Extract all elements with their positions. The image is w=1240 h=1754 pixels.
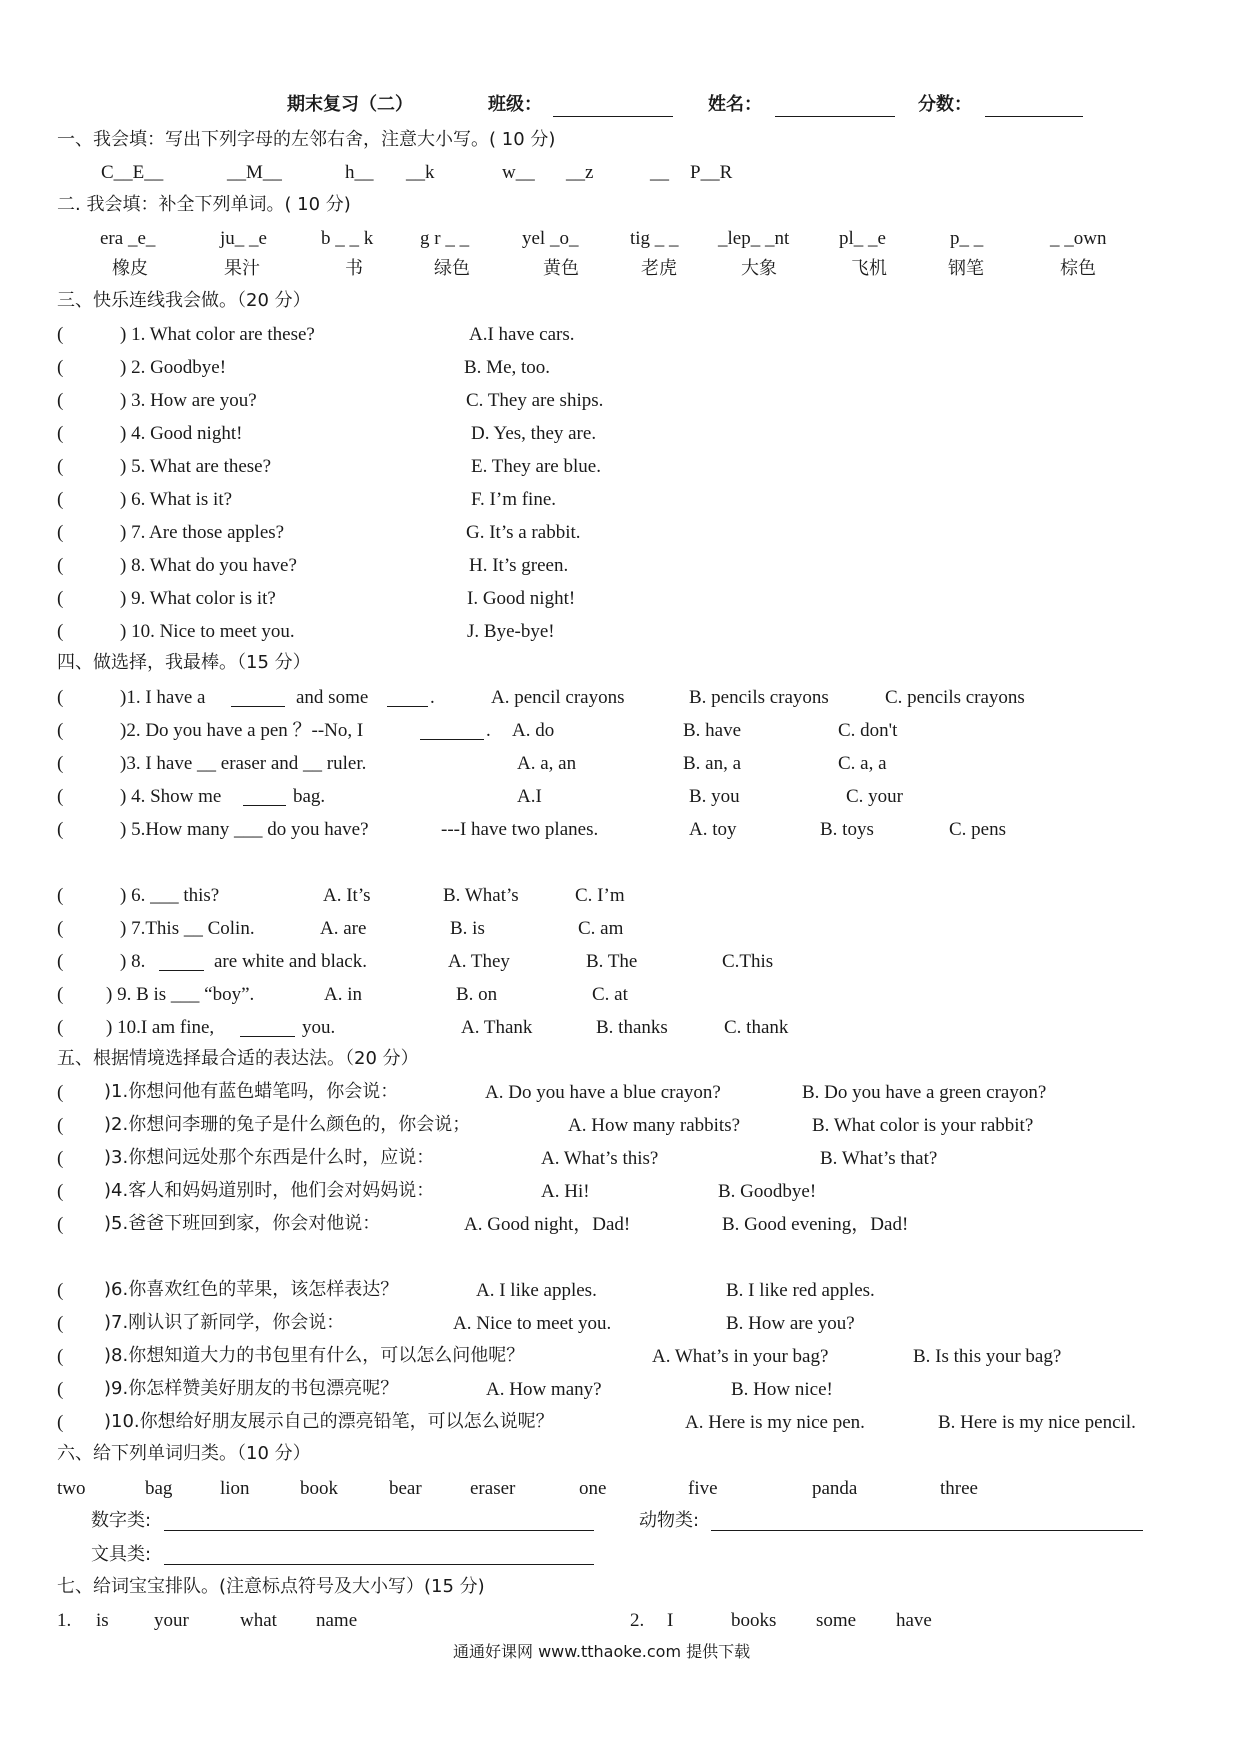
scenario-question: )2.你想问李珊的兔子是什么颜色的，你会说； (104, 1114, 471, 1135)
scrambled-word: I (667, 1610, 674, 1631)
question-number: 2. (630, 1610, 645, 1631)
option-a: A. How many? (486, 1379, 602, 1400)
word-blank[interactable]: yel _o_ (522, 228, 579, 249)
answer-paren[interactable]: ( (57, 423, 64, 444)
option-b: B. I like red apples. (726, 1280, 875, 1301)
fill-blank[interactable] (243, 805, 286, 806)
option-a: A. How many rabbits? (568, 1115, 741, 1136)
section-6-heading: 六、给下列单词归类。（10 分） (57, 1443, 311, 1464)
answer-paren[interactable]: ( (57, 456, 64, 477)
word-item: bear (389, 1478, 422, 1499)
question-text: )2. Do you have a pen ？--No, I (120, 720, 364, 741)
match-answer: E. They are blue. (471, 456, 601, 477)
word-meaning: 果汁 (224, 258, 260, 279)
option-a: A. Here is my nice pen. (685, 1412, 865, 1433)
scenario-question: )10.你想给好朋友展示自己的漂亮铅笔，可以怎么说呢？ (104, 1411, 554, 1432)
word-meaning: 钢笔 (948, 258, 984, 279)
answer-paren[interactable]: ( (57, 1379, 64, 1400)
answer-paren[interactable]: ( (57, 984, 64, 1005)
word-meaning: 绿色 (434, 258, 470, 279)
option-b: B. Do you have a green crayon? (802, 1082, 1047, 1103)
scrambled-word: books (731, 1610, 777, 1631)
answer-paren[interactable]: ( (57, 621, 64, 642)
word-meaning: 橡皮 (112, 258, 148, 279)
stationery-answer-line[interactable] (164, 1564, 594, 1565)
option-a: A. I like apples. (476, 1280, 597, 1301)
match-question: ) 4. Good night! (120, 423, 243, 444)
answer-paren[interactable]: ( (57, 918, 64, 939)
scenario-question: )7.刚认识了新同学，你会说： (104, 1312, 345, 1333)
match-question: ) 2. Goodbye! (120, 357, 227, 378)
scrambled-word: have (896, 1610, 932, 1631)
option-a: A. do (512, 720, 555, 741)
word-blank[interactable]: _ _own (1050, 228, 1107, 249)
match-question: ) 9. What color is it? (120, 588, 276, 609)
option-a: A. in (324, 984, 362, 1005)
match-question: ) 7. Are those apples? (120, 522, 285, 543)
option-a: A. They (448, 951, 510, 972)
option-b: B. you (689, 786, 740, 807)
match-answer: A.I have cars. (469, 324, 575, 345)
word-blank[interactable]: b _ _ k (321, 228, 374, 249)
answer-paren[interactable]: ( (57, 786, 64, 807)
option-c: C. I’m (575, 885, 625, 906)
fill-blank[interactable] (387, 706, 428, 707)
scrambled-word: what (240, 1610, 277, 1631)
scenario-question: )3.你想问远处那个东西是什么时，应说： (104, 1147, 435, 1168)
fill-blank[interactable] (240, 1036, 295, 1037)
match-answer: B. Me, too. (464, 357, 551, 378)
class-label: 班级： (488, 94, 542, 115)
word-item: book (300, 1478, 338, 1499)
answer-paren[interactable]: ( (57, 720, 64, 741)
question-text: . (486, 720, 491, 741)
scenario-question: )9.你怎样赞美好朋友的书包漂亮呢？ (104, 1378, 399, 1399)
scenario-question: )1.你想问他有蓝色蜡笔吗，你会说： (104, 1081, 399, 1102)
word-item: lion (220, 1478, 250, 1499)
scrambled-word: your (154, 1610, 189, 1631)
match-question: ) 6. What is it? (120, 489, 233, 510)
match-question: ) 8. What do you have? (120, 555, 297, 576)
word-blank[interactable]: ju_ _e (220, 228, 267, 249)
option-b: B. The (586, 951, 638, 972)
option-a: A.I (517, 786, 542, 807)
option-b: B. pencils crayons (689, 687, 829, 708)
word-meaning: 大象 (741, 258, 777, 279)
word-meaning: 书 (345, 258, 363, 279)
option-a: A. Hi! (541, 1181, 590, 1202)
class-field[interactable] (553, 116, 673, 117)
match-answer: F. I’m fine. (471, 489, 557, 510)
match-answer: C. They are ships. (466, 390, 604, 411)
question-text: ) 8. (120, 951, 146, 972)
option-b: B. How are you? (726, 1313, 855, 1334)
word-item: panda (812, 1478, 858, 1499)
match-question: ) 10. Nice to meet you. (120, 621, 295, 642)
option-b: B. an, a (683, 753, 742, 774)
answer-paren[interactable]: ( (57, 1017, 64, 1038)
answer-paren[interactable]: ( (57, 885, 64, 906)
word-meaning: 黄色 (543, 258, 579, 279)
answer-paren[interactable]: ( (57, 588, 64, 609)
answer-paren[interactable]: ( (57, 753, 64, 774)
question-text: bag. (293, 786, 326, 807)
option-a: A. What’s this? (541, 1148, 659, 1169)
letter-blank[interactable]: w__ (502, 162, 535, 183)
word-item: five (688, 1478, 718, 1499)
animals-answer-line[interactable] (711, 1530, 1143, 1531)
scenario-question: )5.爸爸下班回到家，你会对他说： (104, 1213, 381, 1234)
answer-paren[interactable]: ( (57, 1148, 64, 1169)
word-meaning: 飞机 (851, 258, 887, 279)
option-b: B. How nice! (731, 1379, 833, 1400)
option-c: C. thank (724, 1017, 789, 1038)
option-c: C.This (722, 951, 774, 972)
section-4-heading: 四、做选择，我最棒。（15 分） (57, 652, 311, 673)
word-blank[interactable]: g r _ _ (420, 228, 470, 249)
option-b: B. thanks (596, 1017, 668, 1038)
scrambled-word: name (316, 1610, 358, 1631)
option-b: B. have (683, 720, 742, 741)
option-b: B. Goodbye! (718, 1181, 817, 1202)
word-blank[interactable]: era _e_ (100, 228, 156, 249)
section-5-heading: 五、根据情境选择最合适的表达法。（20 分） (57, 1048, 419, 1069)
section-1-heading: 一、我会填：写出下列字母的左邻右舍，注意大小写。( 10 分) (57, 129, 556, 150)
option-b: B. on (456, 984, 498, 1005)
footer-credit: 通通好课网 www.tthaoke.com 提供下载 (453, 1642, 751, 1661)
option-c: C. don't (838, 720, 898, 741)
scenario-question: )6.你喜欢红色的苹果，该怎样表达？ (104, 1279, 399, 1300)
fill-blank[interactable] (420, 739, 484, 740)
letter-blank[interactable]: __k (406, 162, 435, 183)
word-item: three (940, 1478, 978, 1499)
letter-blank[interactable]: __z (566, 162, 594, 183)
numbers-label: 数字类: (91, 1510, 152, 1531)
answer-paren[interactable]: ( (57, 1214, 64, 1235)
question-text: ) 9. B is ___ “boy”. (106, 984, 255, 1005)
score-field[interactable] (985, 116, 1083, 117)
question-text: ) 5.How many ___ do you have? (120, 819, 369, 840)
question-text: ) 10.I am fine, (106, 1017, 215, 1038)
option-b: B. What’s that? (820, 1148, 938, 1169)
answer-paren[interactable]: ( (57, 951, 64, 972)
name-label: 姓名： (708, 94, 762, 115)
answer-paren[interactable]: ( (57, 1082, 64, 1103)
answer-paren[interactable]: ( (57, 1346, 64, 1367)
option-c: C. at (592, 984, 628, 1005)
question-text: are white and black. (214, 951, 367, 972)
option-c: C. pencils crayons (885, 687, 1025, 708)
letter-blank[interactable]: __ (650, 162, 669, 183)
match-answer: D. Yes, they are. (471, 423, 597, 444)
word-blank[interactable]: p_ _ (950, 228, 984, 249)
question-number: 1. (57, 1610, 72, 1631)
match-question: ) 5. What are these? (120, 456, 272, 477)
answer-paren[interactable]: ( (57, 1313, 64, 1334)
option-c: C. your (846, 786, 903, 807)
scrambled-word: some (816, 1610, 857, 1631)
match-answer: J. Bye-bye! (467, 621, 555, 642)
answer-paren[interactable]: ( (57, 819, 64, 840)
answer-paren[interactable]: ( (57, 687, 64, 708)
word-item: two (57, 1478, 86, 1499)
word-item: bag (145, 1478, 173, 1499)
option-b: B. toys (820, 819, 874, 840)
question-text: you. (302, 1017, 336, 1038)
animals-label: 动物类: (639, 1510, 700, 1531)
answer-paren[interactable]: ( (57, 555, 64, 576)
section-2-heading: 二. 我会填：补全下列单词。( 10 分) (57, 194, 351, 215)
option-a: A. toy (689, 819, 737, 840)
word-meaning: 棕色 (1060, 258, 1096, 279)
option-b: B. Good evening，Dad! (722, 1214, 909, 1235)
option-a: A. Good night，Dad! (464, 1214, 631, 1235)
word-item: one (579, 1478, 607, 1499)
match-answer: I. Good night! (467, 588, 576, 609)
option-a: A. Thank (461, 1017, 533, 1038)
match-question: ) 3. How are you? (120, 390, 257, 411)
answer-paren[interactable]: ( (57, 1280, 64, 1301)
option-a: A. Nice to meet you. (453, 1313, 612, 1334)
option-a: A. It’s (323, 885, 371, 906)
scenario-question: )8.你想知道大力的书包里有什么，可以怎么问他呢？ (104, 1345, 525, 1366)
match-answer: H. It’s green. (469, 555, 569, 576)
option-a: A. pencil crayons (491, 687, 625, 708)
answer-paren[interactable]: ( (57, 489, 64, 510)
question-answer: ---I have two planes. (441, 819, 599, 840)
answer-paren[interactable]: ( (57, 390, 64, 411)
scenario-question: )4.客人和妈妈道别时，他们会对妈妈说： (104, 1180, 435, 1201)
word-blank[interactable]: tig _ _ (630, 228, 679, 249)
question-text: . (430, 687, 435, 708)
match-answer: G. It’s a rabbit. (466, 522, 581, 543)
letter-blank[interactable]: __M__ (227, 162, 282, 183)
option-b: B. Is this your bag? (913, 1346, 1062, 1367)
question-text: ) 7.This __ Colin. (120, 918, 255, 939)
option-b: B. What color is your rabbit? (812, 1115, 1034, 1136)
answer-paren[interactable]: ( (57, 1412, 64, 1433)
answer-paren[interactable]: ( (57, 324, 64, 345)
option-c: C. am (578, 918, 624, 939)
score-label: 分数： (918, 94, 972, 115)
numbers-answer-line[interactable] (164, 1530, 594, 1531)
question-text: ) 6. ___ this? (120, 885, 220, 906)
question-text: ) 4. Show me (120, 786, 222, 807)
stationery-label: 文具类: (91, 1544, 152, 1565)
answer-paren[interactable]: ( (57, 357, 64, 378)
word-meaning: 老虎 (641, 258, 677, 279)
scrambled-word: is (96, 1610, 109, 1631)
answer-paren[interactable]: ( (57, 1115, 64, 1136)
fill-blank[interactable] (231, 706, 285, 707)
section-7-heading: 七、给词宝宝排队。(注意标点符号及大小写）(15 分) (57, 1576, 485, 1597)
word-blank[interactable]: _lep_ _nt (718, 228, 790, 249)
question-text: )3. I have __ eraser and __ ruler. (120, 753, 367, 774)
page-title: 期末复习（二） (287, 94, 413, 115)
option-b: B. What’s (443, 885, 519, 906)
question-text: )1. I have a (120, 687, 206, 708)
question-text: and some (296, 687, 369, 708)
option-a: A. Do you have a blue crayon? (485, 1082, 721, 1103)
letter-blank[interactable]: C__E__ (101, 162, 164, 183)
option-b: B. Here is my nice pencil. (938, 1412, 1136, 1433)
section-3-heading: 三、快乐连线我会做。（20 分） (57, 290, 311, 311)
option-a: A. What’s in your bag? (652, 1346, 829, 1367)
option-a: A. a, an (517, 753, 577, 774)
word-blank[interactable]: pl_ _e (839, 228, 886, 249)
option-a: A. are (320, 918, 367, 939)
option-c: C. a, a (838, 753, 887, 774)
match-question: ) 1. What color are these? (120, 324, 315, 345)
answer-paren[interactable]: ( (57, 522, 64, 543)
option-c: C. pens (949, 819, 1006, 840)
name-field[interactable] (775, 116, 895, 117)
option-b: B. is (450, 918, 485, 939)
letter-blank[interactable]: P__R (690, 162, 733, 183)
fill-blank[interactable] (159, 970, 204, 971)
letter-blank[interactable]: h__ (345, 162, 374, 183)
answer-paren[interactable]: ( (57, 1181, 64, 1202)
word-item: eraser (470, 1478, 516, 1499)
